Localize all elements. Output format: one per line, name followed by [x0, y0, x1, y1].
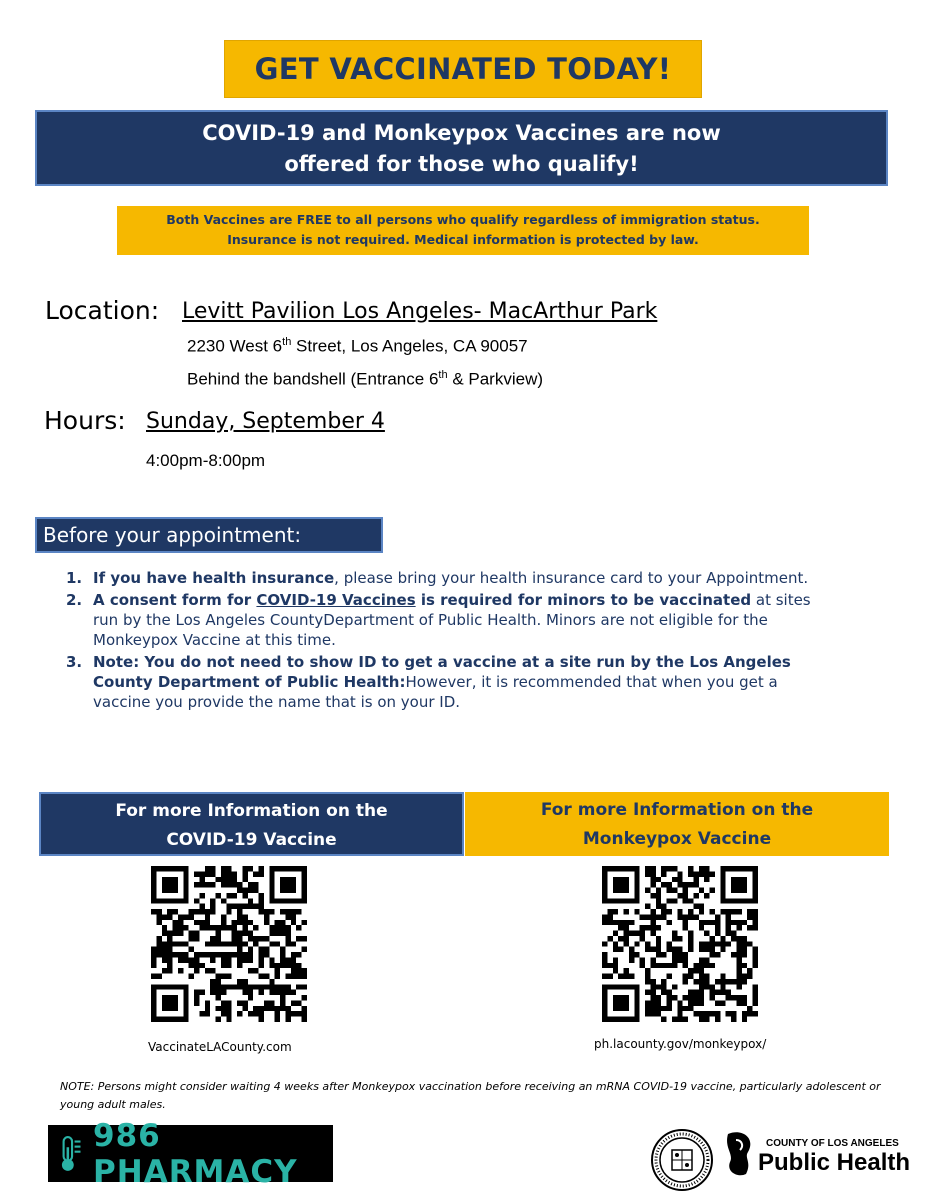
covid-info-line-2: COVID-19 Vaccine: [166, 830, 337, 850]
county-label: COUNTY OF LOS ANGELES: [766, 1138, 899, 1149]
title-banner: [224, 40, 702, 98]
list-bold-underlined: COVID-19 Vaccines: [256, 591, 416, 609]
location-name: Levitt Pavilion Los Angeles- MacArthur Park: [182, 299, 658, 324]
thermometer-icon: [56, 1132, 83, 1176]
mpox-url[interactable]: ph.lacounty.gov/monkeypox/: [594, 1037, 767, 1051]
mpox-info-line-2: Monkeypox Vaccine: [582, 829, 772, 849]
list-number: 2.: [66, 591, 83, 609]
address-part: 2230 West 6: [187, 336, 283, 356]
location-address: [187, 336, 528, 357]
list-bold-text: A consent form for: [93, 591, 257, 609]
covid-info-line-1: For more Information on the: [115, 801, 388, 821]
covid-qr-code[interactable]: [151, 866, 307, 1022]
footnote: NOTE: Persons might consider waiting 4 weeks after Monkeypox vaccination before receiving an mRNA COVID-19 vaccine, particularly adolescent or young adult males.: [60, 1080, 881, 1111]
directions-sup: th: [438, 369, 448, 381]
free-notice-line-2: Insurance is not required. Medical information is protected by law.: [227, 232, 699, 247]
pharmacy-name: 986 PHARMACY: [93, 1117, 298, 1190]
mpox-qr-code[interactable]: [602, 866, 758, 1022]
address-part: Street, Los Angeles, CA 90057: [291, 336, 528, 356]
subtitle-line-2: offered for those who qualify!: [284, 152, 639, 176]
list-item: [66, 590, 826, 650]
public-health-logo-icon: [722, 1128, 758, 1180]
list-text: However, it is recommended that when you get a vaccine you provide the name that is on your ID.: [93, 673, 778, 711]
address-sup: th: [282, 336, 292, 348]
county-seal-icon: [650, 1128, 714, 1192]
list-text: , please bring your health insurance card to your Appointment.: [334, 569, 809, 587]
free-notice: [117, 206, 809, 255]
list-bold-text: If you have health insurance: [93, 569, 335, 587]
list-item: [66, 652, 826, 712]
list-number: 1.: [66, 569, 83, 587]
location-label: Location:: [45, 296, 160, 325]
before-heading: Before your appointment:: [35, 517, 383, 553]
mpox-info-header: [465, 792, 889, 856]
pharmacy-logo: [48, 1117, 333, 1190]
list-number: 3.: [66, 653, 83, 671]
list-bold-text: is required for minors to be vaccinated: [415, 591, 752, 609]
hours-time: 4:00pm-8:00pm: [146, 451, 266, 470]
hours-day: Sunday, September 4: [146, 409, 385, 434]
public-health-label: Public Health: [758, 1149, 911, 1176]
subtitle-line-1: COVID-19 and Monkeypox Vaccines are now: [202, 121, 721, 145]
free-notice-line-1: Both Vaccines are FREE to all persons who qualify regardless of immigration status.: [166, 212, 760, 227]
covid-info-header: [39, 792, 464, 856]
hours-label: Hours:: [44, 406, 126, 435]
directions-part: & Parkview): [447, 369, 544, 389]
directions-part: Behind the bandshell (Entrance 6: [187, 369, 439, 389]
list-item: [66, 568, 826, 588]
page-title: GET VACCINATED TODAY!: [254, 52, 672, 86]
mpox-info-line-1: For more Information on the: [540, 800, 814, 820]
list-bold-text: Note: You do not need to show ID to get a vaccine at a site run by the Los Angeles County Department of Public Health:: [93, 653, 791, 691]
subtitle-banner: [35, 110, 888, 186]
location-directions: [187, 369, 543, 390]
covid-url[interactable]: VaccinateLACounty.com: [148, 1040, 292, 1054]
instructions-list: [66, 568, 826, 714]
list-text: at sites run by the Los Angeles CountyDepartment of Public Health. Minors are not eligible for the Monkeypox Vaccine at this time.: [93, 591, 811, 649]
